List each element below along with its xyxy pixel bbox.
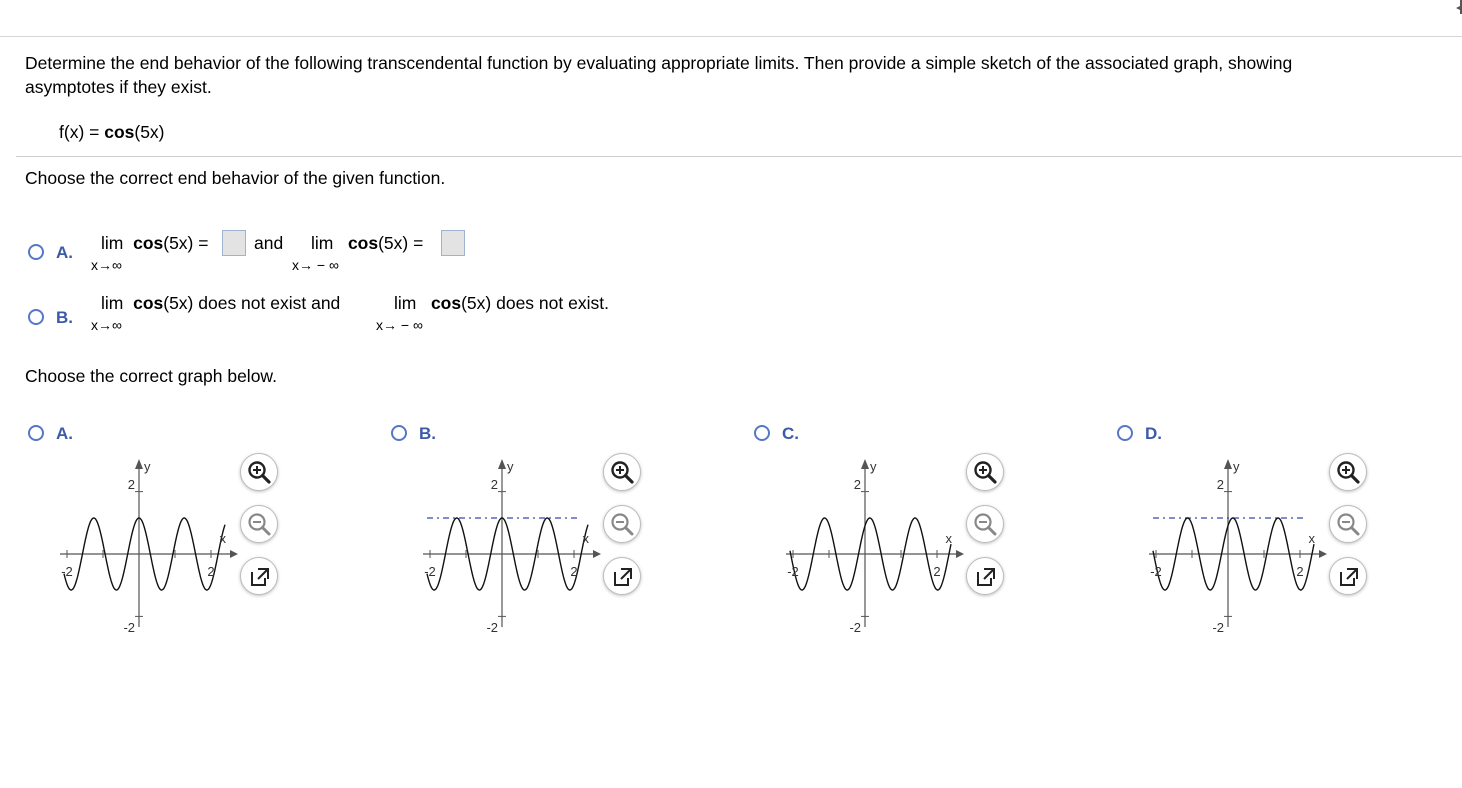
y-tick-label-bottom: -2 [1212,620,1224,635]
y-tick-label-top: 2 [1216,477,1224,492]
open-new-window-button-d[interactable] [1329,557,1367,595]
expr-label: (5x) does not exist. [461,293,609,313]
open-new-window-icon [967,558,1005,596]
open-new-window-button-c[interactable] [966,557,1004,595]
function-name: cos [104,122,135,142]
x-tick-label-right: 2 [1296,564,1304,579]
x-tick-label-left: -2 [61,564,73,579]
end-behavior-letter-b: B. [56,308,73,327]
zoom-in-icon [604,454,642,492]
zoom-in-icon [241,454,279,492]
end-behavior-radio-b[interactable] [28,309,44,325]
y-tick-label-bottom: -2 [123,620,135,635]
zoom-out-icon [604,506,642,544]
x-axis-arrow-icon [1319,550,1327,558]
y-axis-arrow-icon [135,459,143,469]
zoom-in-button-b[interactable] [603,453,641,491]
graph-letter-d: D. [1145,424,1162,443]
y-axis-label: y [144,459,151,474]
x-axis-label: x [219,531,226,546]
zoom-out-button-b[interactable] [603,505,641,543]
cos-label: cos [347,233,379,253]
lim-label: lim [311,233,334,253]
cos-label: cos [133,233,164,253]
lim-label: lim [394,293,417,313]
cos-label: cos [133,293,164,313]
limit-b-negative-sub: x→ − ∞ [376,317,423,333]
zoom-in-button-d[interactable] [1329,453,1367,491]
open-new-window-button-b[interactable] [603,557,641,595]
x-tick-label-left: -2 [424,564,436,579]
function-definition [59,120,165,144]
answer-box-positive[interactable] [222,230,246,256]
graph-d [1147,455,1327,635]
y-axis-arrow-icon [498,459,506,469]
x-axis-label: x [1308,531,1315,546]
open-new-window-icon [1330,558,1368,596]
zoom-out-icon [1330,506,1368,544]
zoom-in-button-a[interactable] [240,453,278,491]
expr-label: (5x) does not exist and [163,293,341,313]
graph-a [58,455,238,635]
top-divider [0,36,1462,37]
limit-a-positive [101,233,208,254]
cos-label: cos [430,293,462,313]
expr-label: (5x) = [378,233,424,253]
function-argument: (5x) [134,122,165,142]
y-axis-arrow-icon [861,459,869,469]
limit-b-negative [394,293,609,314]
x-axis-label: x [582,531,589,546]
zoom-in-button-c[interactable] [966,453,1004,491]
y-tick-label-top: 2 [127,477,135,492]
open-new-window-button-a[interactable] [240,557,278,595]
x-tick-label-right: 2 [570,564,578,579]
y-tick-label-top: 2 [853,477,861,492]
x-tick-label-right: 2 [207,564,215,579]
x-tick-label-left: -2 [1150,564,1162,579]
graph-prompt: Choose the correct graph below. [25,366,277,386]
question-line-1: Determine the end behavior of the following transcendental function by evaluating appropriate limits. Then provide a simple sketch of the associated graph, showing [25,53,1293,73]
section-divider [16,156,1462,157]
open-new-window-icon [604,558,642,596]
zoom-out-icon [241,506,279,544]
y-axis-label: y [1233,459,1240,474]
graph-letter-c: C. [782,424,799,443]
x-axis-arrow-icon [956,550,964,558]
open-new-window-icon [241,558,279,596]
zoom-in-icon [1330,454,1368,492]
end-behavior-letter-a: A. [56,243,73,262]
y-tick-label-top: 2 [490,477,498,492]
graph-letter-b: B. [419,424,436,443]
x-axis-arrow-icon [230,550,238,558]
graph-radio-b[interactable] [391,425,407,441]
graph-radio-a[interactable] [28,425,44,441]
graph-c [784,455,964,635]
x-axis-arrow-icon [593,550,601,558]
zoom-out-button-d[interactable] [1329,505,1367,543]
x-tick-label-right: 2 [933,564,941,579]
x-axis-label: x [945,531,952,546]
zoom-in-icon [967,454,1005,492]
and-label: and [254,233,284,253]
function-prefix: f(x) = [59,122,105,142]
y-tick-label-bottom: -2 [486,620,498,635]
limit-a-positive-sub: x→∞ [91,257,122,273]
limit-b-positive [101,293,340,314]
lim-label: lim [101,293,124,313]
y-axis-arrow-icon [1224,459,1232,469]
end-behavior-prompt: Choose the correct end behavior of the given function. [25,168,446,188]
answer-box-negative[interactable] [441,230,465,256]
y-axis-label: y [507,459,514,474]
limit-a-negative-sub: x→ − ∞ [292,257,339,273]
zoom-out-icon [967,506,1005,544]
end-behavior-radio-a[interactable] [28,244,44,260]
zoom-out-button-a[interactable] [240,505,278,543]
graph-b [421,455,601,635]
limit-a-negative [311,233,423,254]
y-axis-label: y [870,459,877,474]
y-tick-label-bottom: -2 [849,620,861,635]
limit-b-positive-sub: x→∞ [91,317,122,333]
graph-radio-c[interactable] [754,425,770,441]
expr-label: (5x) = [163,233,209,253]
x-tick-label-left: -2 [787,564,799,579]
question-line-2: asymptotes if they exist. [25,77,212,97]
graph-letter-a: A. [56,424,73,443]
corner-mark-icon [1456,0,1462,14]
zoom-out-button-c[interactable] [966,505,1004,543]
lim-label: lim [101,233,124,253]
graph-radio-d[interactable] [1117,425,1133,441]
